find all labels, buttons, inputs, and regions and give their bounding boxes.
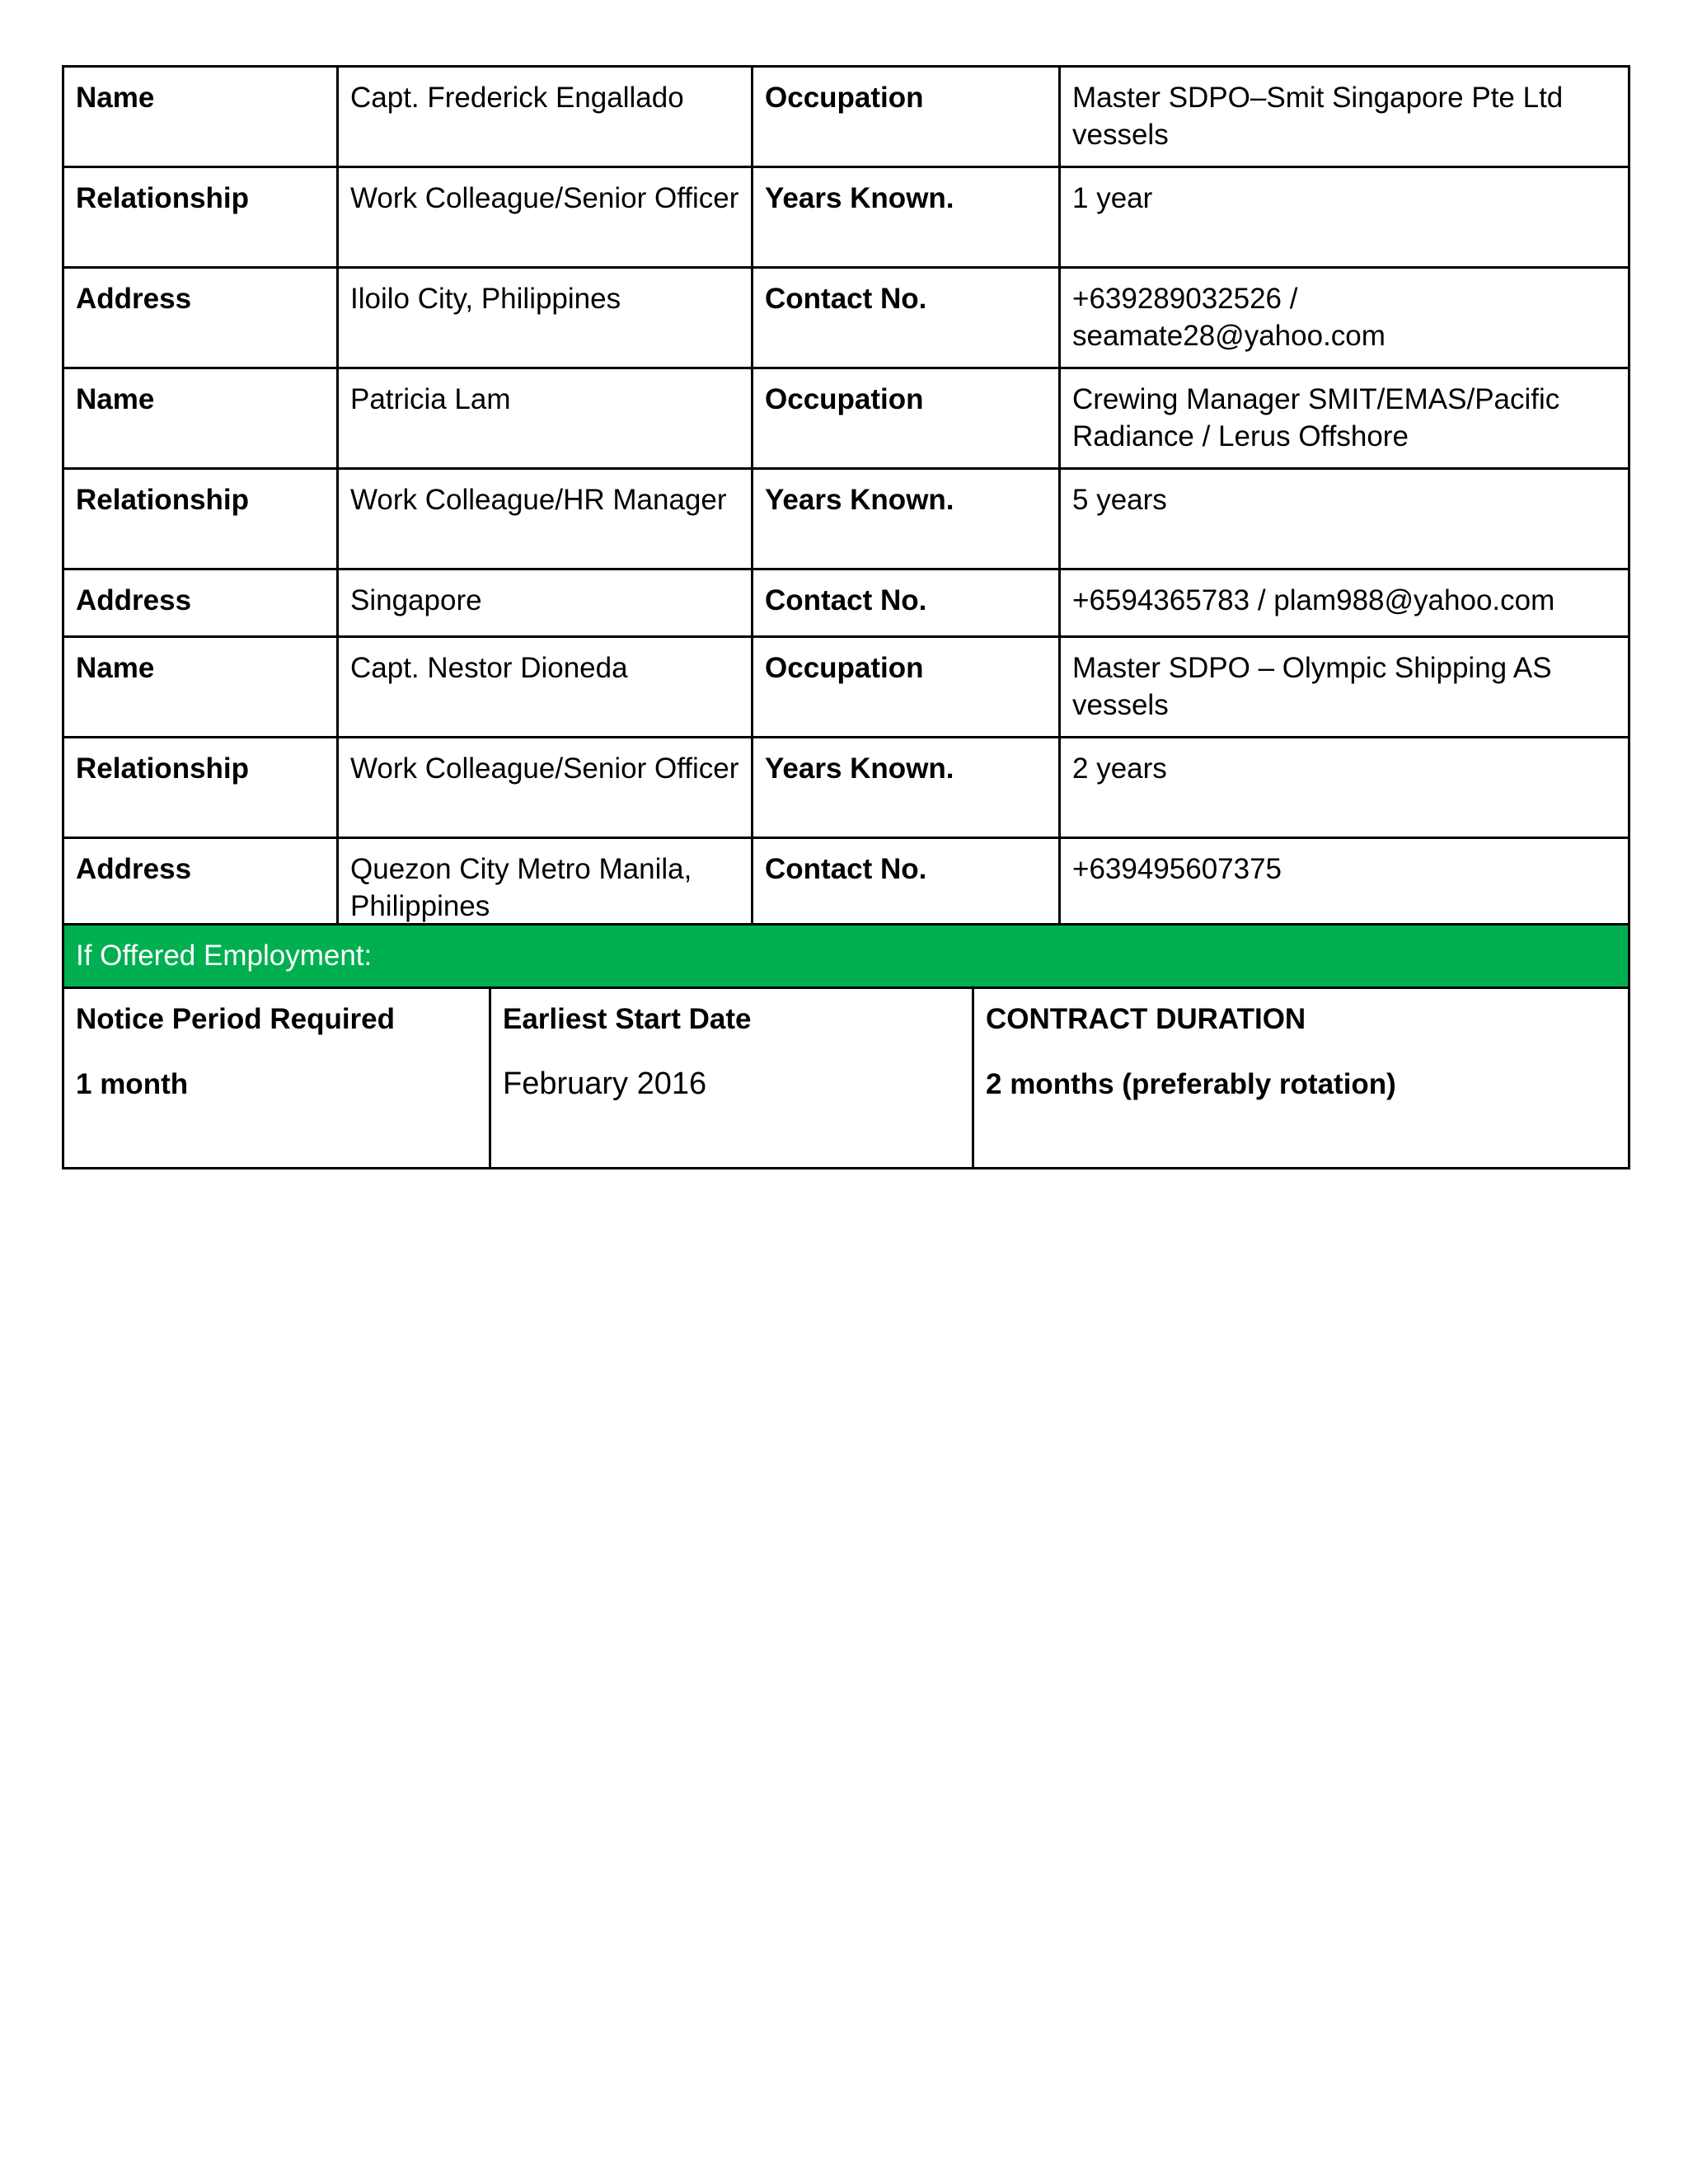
start-date-cell <box>490 988 973 1169</box>
reference-3-name-row <box>63 637 1629 738</box>
name-label: Name <box>63 368 338 469</box>
reference-3-relationship-row <box>63 738 1629 838</box>
name-value: Capt. Nestor Dioneda <box>338 637 753 738</box>
address-label: Address <box>63 268 338 368</box>
contact-label: Contact No. <box>753 838 1060 939</box>
offer-details-row <box>63 988 1629 1169</box>
contact-label: Contact No. <box>753 268 1060 368</box>
contact-value: +6594365783 / plam988@yahoo.com <box>1060 569 1629 637</box>
reference-2-relationship-row <box>63 469 1629 569</box>
years-known-value: 1 year <box>1060 167 1629 268</box>
name-value: Capt. Frederick Engallado <box>338 67 753 167</box>
contact-label: Contact No. <box>753 569 1060 637</box>
notice-period-cell <box>63 988 490 1169</box>
reference-2-name-row <box>63 368 1629 469</box>
contract-duration-label: CONTRACT DURATION <box>986 1003 1306 1035</box>
relationship-value: Work Colleague/Senior Officer <box>338 738 753 838</box>
offer-banner: If Offered Employment: <box>63 925 1629 988</box>
relationship-label: Relationship <box>63 469 338 569</box>
years-known-label: Years Known. <box>753 469 1060 569</box>
name-value: Patricia Lam <box>338 368 753 469</box>
occupation-value: Master SDPO–Smit Singapore Pte Ltd vessels <box>1060 67 1629 167</box>
reference-1-name-row <box>63 67 1629 167</box>
employment-offer-table <box>62 923 1630 1169</box>
address-value: Quezon City Metro Manila, Philippines <box>338 838 753 939</box>
relationship-value: Work Colleague/Senior Officer <box>338 167 753 268</box>
address-value: Iloilo City, Philippines <box>338 268 753 368</box>
contract-duration-cell <box>973 988 1629 1169</box>
occupation-label: Occupation <box>753 368 1060 469</box>
address-value: Singapore <box>338 569 753 637</box>
start-date-label: Earliest Start Date <box>503 1003 752 1035</box>
address-label: Address <box>63 569 338 637</box>
contact-value: +639289032526 / seamate28@yahoo.com <box>1060 268 1629 368</box>
contract-duration-value: 2 months (preferably rotation) <box>986 1068 1396 1100</box>
name-label: Name <box>63 637 338 738</box>
reference-1-relationship-row <box>63 167 1629 268</box>
start-date-value: February 2016 <box>503 1066 707 1101</box>
name-label: Name <box>63 67 338 167</box>
notice-period-label: Notice Period Required <box>76 1003 396 1035</box>
contact-value: +639495607375 <box>1060 838 1629 939</box>
years-known-value: 5 years <box>1060 469 1629 569</box>
reference-2-address-row <box>63 569 1629 637</box>
occupation-value: Crewing Manager SMIT/EMAS/Pacific Radiance / Lerus Offshore <box>1060 368 1629 469</box>
occupation-label: Occupation <box>753 67 1060 167</box>
offer-banner-row <box>63 925 1629 988</box>
relationship-value: Work Colleague/HR Manager <box>338 469 753 569</box>
relationship-label: Relationship <box>63 738 338 838</box>
relationship-label: Relationship <box>63 167 338 268</box>
years-known-label: Years Known. <box>753 167 1060 268</box>
occupation-label: Occupation <box>753 637 1060 738</box>
occupation-value: Master SDPO – Olympic Shipping AS vessels <box>1060 637 1629 738</box>
reference-1-address-row <box>63 268 1629 368</box>
address-label: Address <box>63 838 338 939</box>
years-known-label: Years Known. <box>753 738 1060 838</box>
notice-period-value: 1 month <box>76 1068 189 1100</box>
references-table <box>62 65 1630 940</box>
years-known-value: 2 years <box>1060 738 1629 838</box>
